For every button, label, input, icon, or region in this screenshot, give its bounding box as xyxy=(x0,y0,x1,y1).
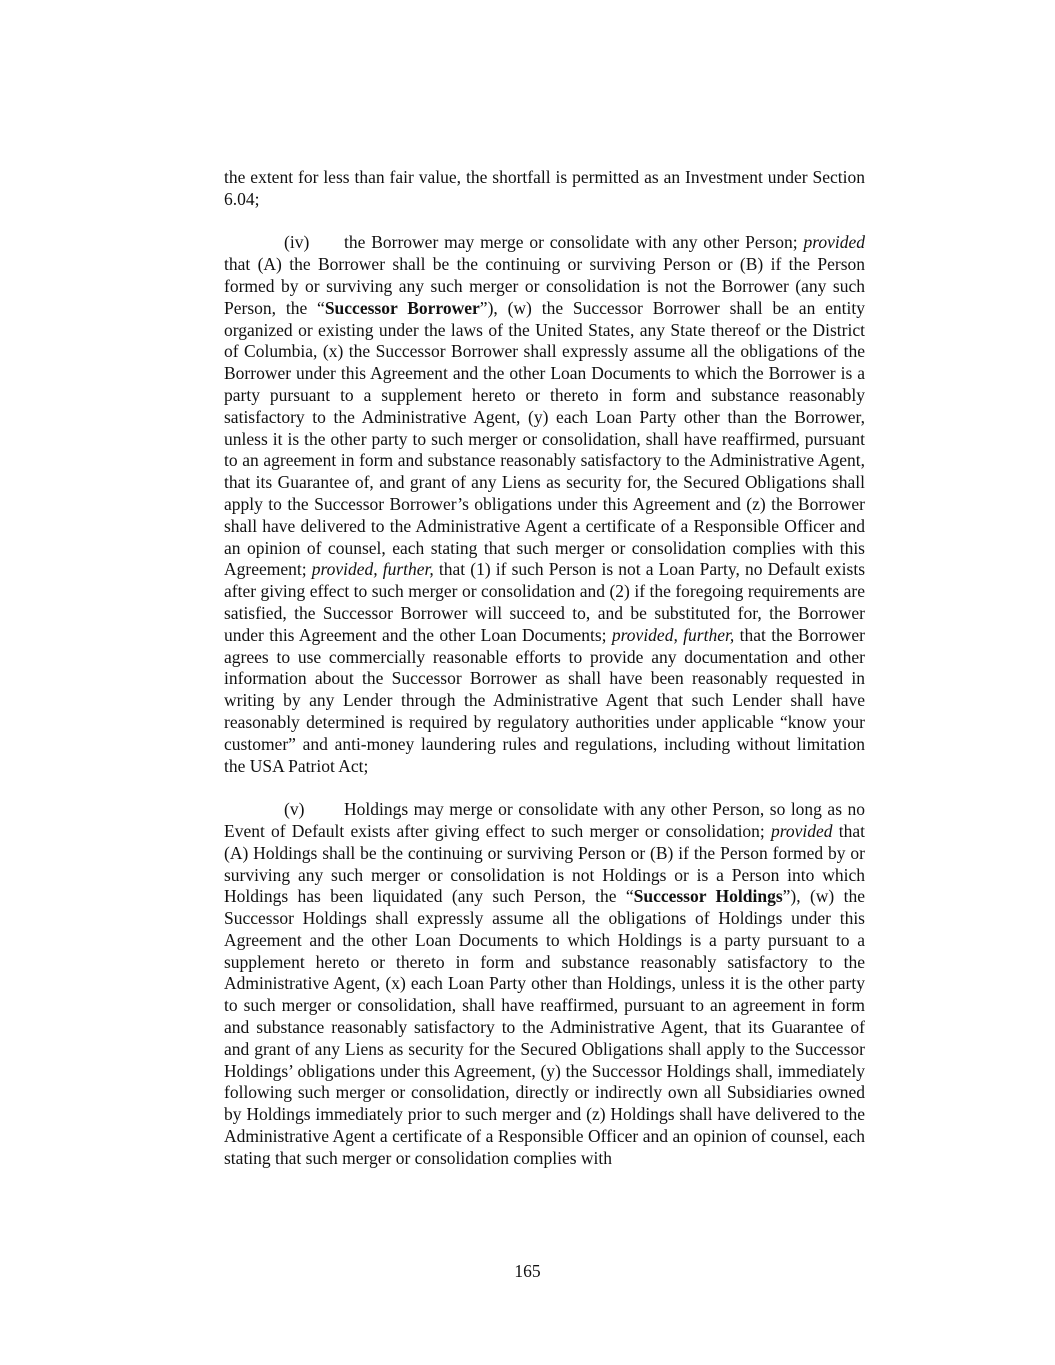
clause-iv-number: (iv) xyxy=(284,232,310,253)
clause-iv-text-4: that (1) if such Person is not a Loan Party, no Default exists after giving effect to such merger or consolidation and (2) if the foregoing requirements are satisfied, the Successor Borrower will succeed to, and be substituted for, the Borrower under this Agreement and the other Loan Documents; xyxy=(224,559,866,645)
clause-v-text-3: ”), (w) the Successor Holdings shall expressly assume all the obligations of Holdings under this Agreement and the other Loan Documents to which Holdings is a party pursuant to a supplement hereto or thereto in form and substance reasonably satisfactory to the Administrative Agent, (x) each Loan Party other than Holdings, unless it is the other party to such merger or consolidation, shall have reaffirmed, pursuant to an agreement in form and substance reasonably satisfactory to the Administrative Agent, that its Guarantee of and grant of any Liens as security for the Secured Obligations shall apply to the Successor Holdings’ obligations under this Agreement, (y) the Successor Holdings shall, immediately following such merger or consolidation, directly or indirectly own all Subsidiaries owned by Holdings immediately prior to such merger and (z) Holdings shall have delivered to the Administrative Agent a certificate of a Responsible Officer and an opinion of counsel, each stating that such merger or consolidation complies with xyxy=(224,886,865,1168)
clause-v-provided: provided xyxy=(771,820,833,841)
clause-iv-defined-term: Successor Borrower xyxy=(324,297,480,318)
clause-v-defined-term: Successor Holdings xyxy=(633,886,783,907)
clause-iv-provided-further-1: provided, further, xyxy=(311,559,434,580)
clause-iv-text-3: ”), (w) the Successor Borrower shall be an entity organized or existing under the laws of the United States, any State thereof or the District of Columbia, (x) the Successor Borrower shall expressly assume all the obligations of the Borrower under this Agreement and the other Loan Documents to which the Borrower is a party pursuant to a supplement hereto or thereto in form and substance reasonably satisfactory to the Administrative Agent, (y) each Loan Party other than the Borrower, unless it is the other party to such merger or consolidation, shall have reaffirmed, pursuant to an agreement in form and substance reasonably satisfactory to the Administrative Agent, that its Guarantee of, and grant of any Liens as security for, the Secured Obligations shall apply to the Successor Borrower’s obligations under this Agreement and (z) the Borrower shall have delivered to the Administrative Agent a certificate of a Responsible Officer and an opinion of counsel, each stating that such merger or consolidation complies with this Agreement; xyxy=(224,297,865,580)
document-page xyxy=(224,167,865,1170)
clause-iv-text-5: that the Borrower agrees to use commercially reasonable efforts to provide any documentation and other information about the Successor Borrower as shall have been reasonably requested in writing by any Lender through the Administrative Agent that such Lender shall have reasonably determined is required by regulatory authorities under applicable “know your customer” and anti-money laundering rules and regulations, including without limitation the USA Patriot Act; xyxy=(224,624,865,776)
clause-iv-provided: provided xyxy=(803,232,865,253)
clause-iv-provided-further-2: provided, further, xyxy=(611,624,735,645)
page-number: 165 xyxy=(514,1261,541,1281)
paragraph-gap xyxy=(224,777,865,799)
paragraph-continuation: the extent for less than fair value, the shortfall is permitted as an Investment under Section 6.04; xyxy=(224,167,865,209)
clause-v-text-1: Holdings may merge or consolidate with any other Person, so long as no Event of Default exists after giving effect to such merger or consolidation; xyxy=(224,799,865,841)
clause-iv xyxy=(224,232,865,777)
clause-v xyxy=(224,799,865,1170)
clause-v-number: (v) xyxy=(284,799,305,820)
clause-iv-text-2: that (A) the Borrower shall be the continuing or surviving Person or (B) if the Person formed by or surviving any such merger or consolidation is not the Borrower (any such Person, the “ xyxy=(224,254,865,318)
paragraph-gap xyxy=(224,211,865,233)
clause-v-text-2: that (A) Holdings shall be the continuing or surviving Person or (B) if the Person formed by or surviving any such merger or consolidation is not Holdings or is a Person into which Holdings has been liquidated (any such Person, the “ xyxy=(224,820,865,907)
clause-iv-text-1: the Borrower may merge or consolidate with any other Person; xyxy=(344,232,804,253)
